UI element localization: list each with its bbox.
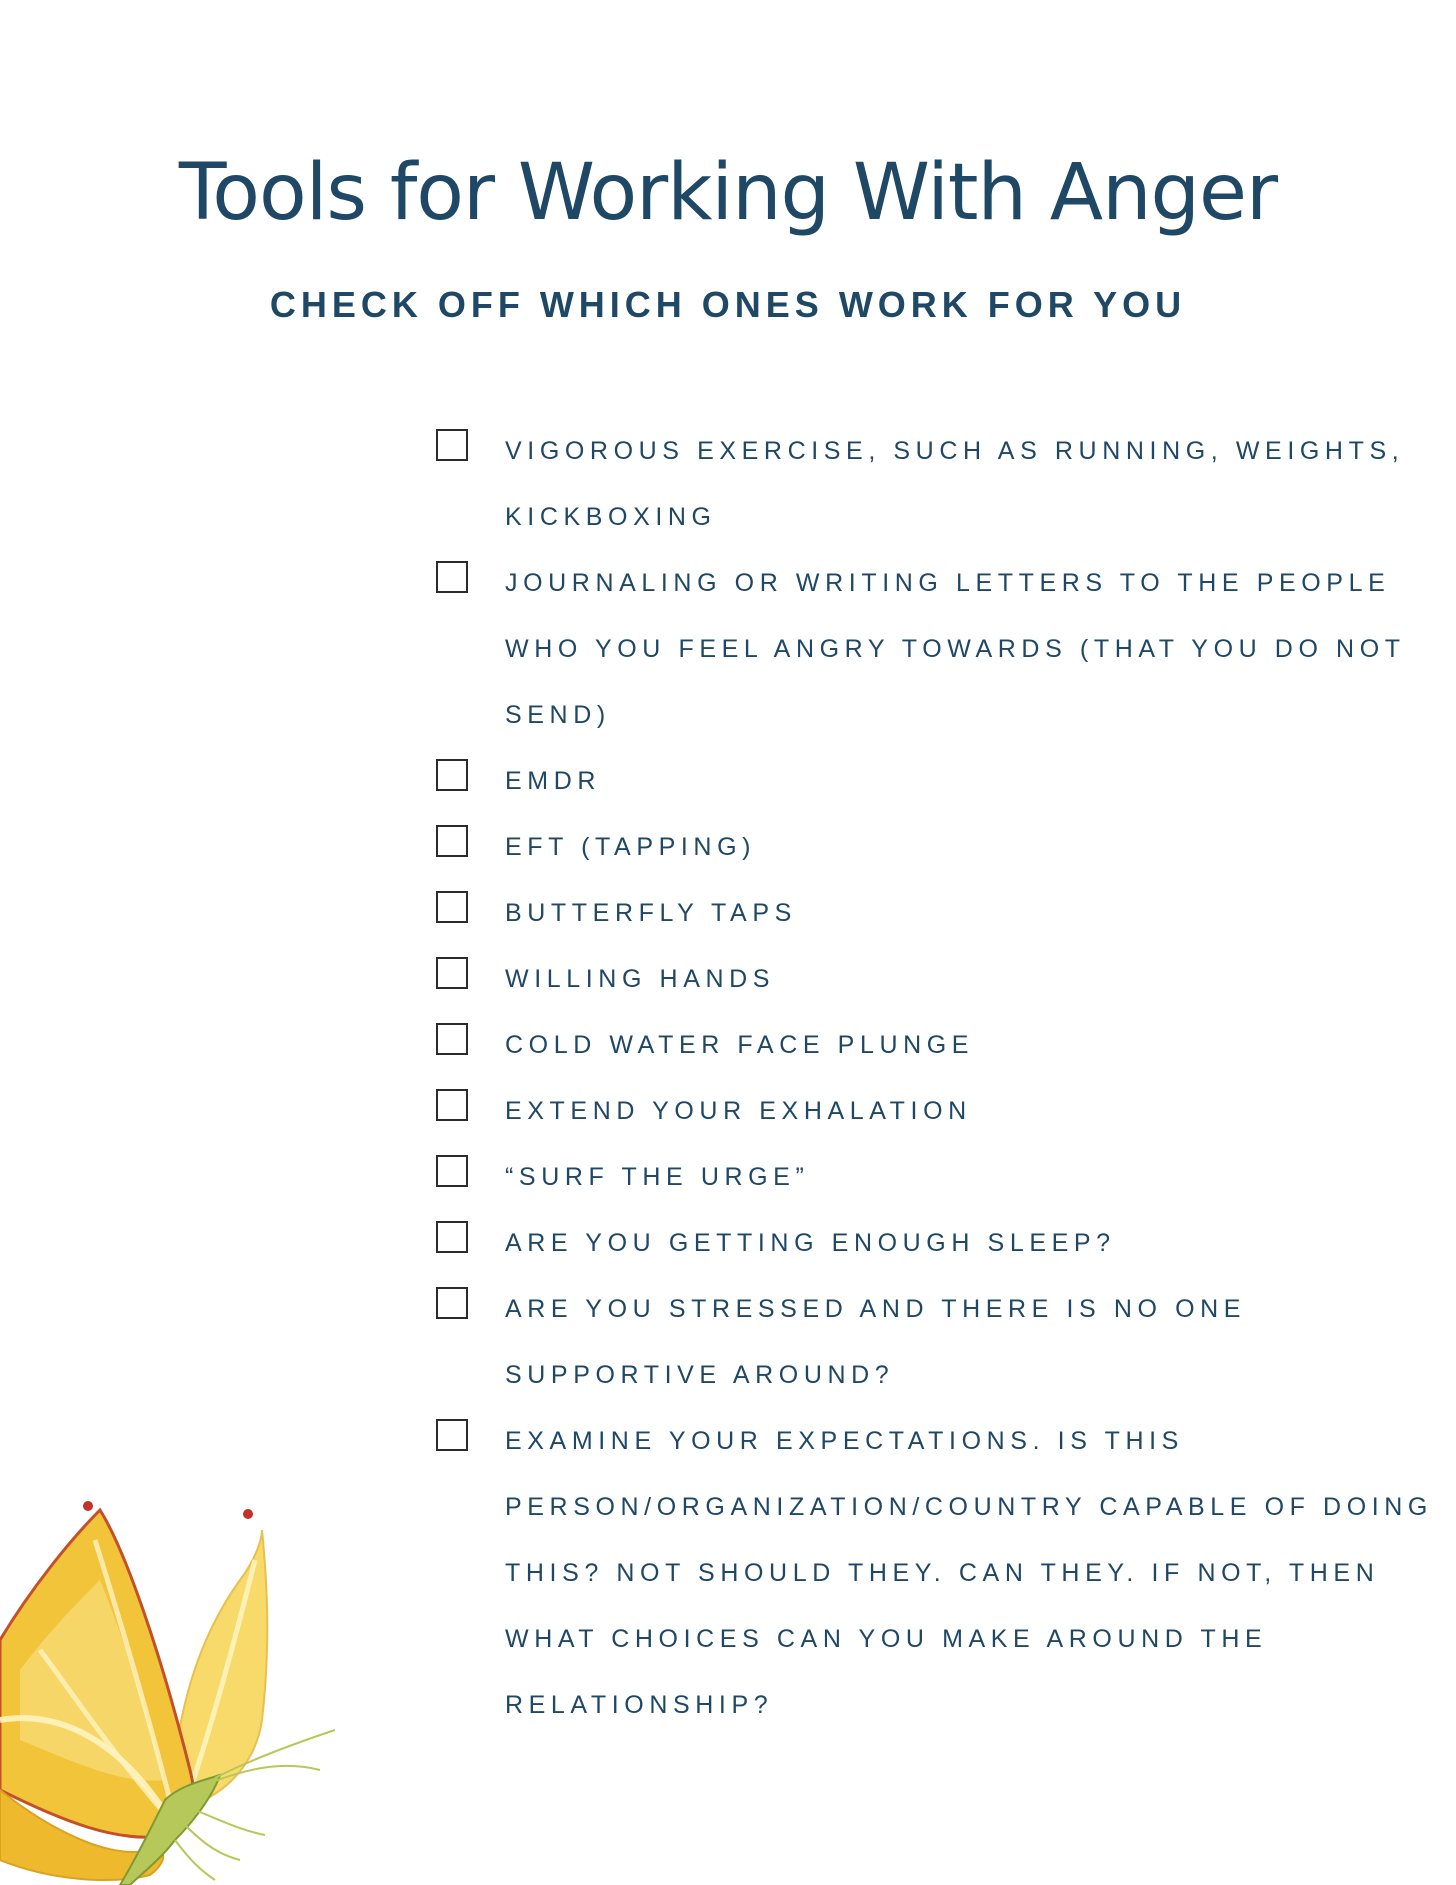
checklist-item-label: BUTTERFLY TAPS (505, 899, 797, 927)
checkbox[interactable] (436, 1089, 468, 1121)
checkbox[interactable] (436, 957, 468, 989)
butterfly-leg (195, 1810, 265, 1835)
checklist-item (436, 418, 1436, 550)
checklist-item (436, 1408, 1436, 1738)
checklist-item-label: WILLING HANDS (505, 965, 776, 993)
checklist-item-label: “SURF THE URGE” (505, 1163, 810, 1191)
checkbox[interactable] (436, 1287, 468, 1319)
checklist-item-label: ARE YOU STRESSED AND THERE IS NO ONE SUPPORTIVE AROUND? (505, 1295, 1247, 1389)
page-title: Tools for Working With Anger (178, 148, 1278, 238)
checkbox[interactable] (436, 891, 468, 923)
checklist-item-label: EXTEND YOUR EXHALATION (505, 1097, 972, 1125)
checklist-item (436, 946, 1436, 1012)
checklist-item-label: EXAMINE YOUR EXPECTATIONS. IS THIS PERSON/ORGANIZATION/COUNTRY CAPABLE OF DOING THIS? NOT SHOULD THEY. CAN THEY. IF NOT, THEN WHAT CHOICES CAN YOU MAKE AROUND THE RELATIONSHIP? (505, 1427, 1433, 1719)
checklist-item-label: COLD WATER FACE PLUNGE (505, 1031, 975, 1059)
checklist-item (436, 1078, 1436, 1144)
checklist-item-label: VIGOROUS EXERCISE, SUCH AS RUNNING, WEIGHTS, KICKBOXING (505, 437, 1405, 531)
tools-checklist (436, 418, 1436, 1738)
checkbox[interactable] (436, 1221, 468, 1253)
checklist-item (436, 1012, 1436, 1078)
checklist-item (436, 1210, 1436, 1276)
checkbox[interactable] (436, 759, 468, 791)
checklist-item (436, 880, 1436, 946)
checkbox[interactable] (436, 561, 468, 593)
checklist-item (436, 1144, 1436, 1210)
checklist-item (436, 1276, 1436, 1408)
butterfly-spot (243, 1509, 253, 1519)
checklist-item-label: EMDR (505, 767, 602, 795)
checkbox[interactable] (436, 1155, 468, 1187)
checkbox[interactable] (436, 1023, 468, 1055)
checkbox[interactable] (436, 1419, 468, 1451)
butterfly-icon (0, 1390, 340, 1885)
page-subtitle: CHECK OFF WHICH ONES WORK FOR YOU (269, 284, 1187, 325)
checklist-item (436, 814, 1436, 880)
checklist-item-label: ARE YOU GETTING ENOUGH SLEEP? (505, 1229, 1116, 1257)
checklist-item-label: EFT (TAPPING) (505, 833, 757, 861)
checkbox[interactable] (436, 825, 468, 857)
checklist-item-label: JOURNALING OR WRITING LETTERS TO THE PEOPLE WHO YOU FEEL ANGRY TOWARDS (THAT YOU DO NOT SEND) (505, 569, 1406, 729)
checklist-item (436, 748, 1436, 814)
checklist-item (436, 550, 1436, 748)
butterfly-leg (185, 1825, 240, 1860)
checkbox[interactable] (436, 429, 468, 461)
butterfly-spot (83, 1501, 93, 1511)
